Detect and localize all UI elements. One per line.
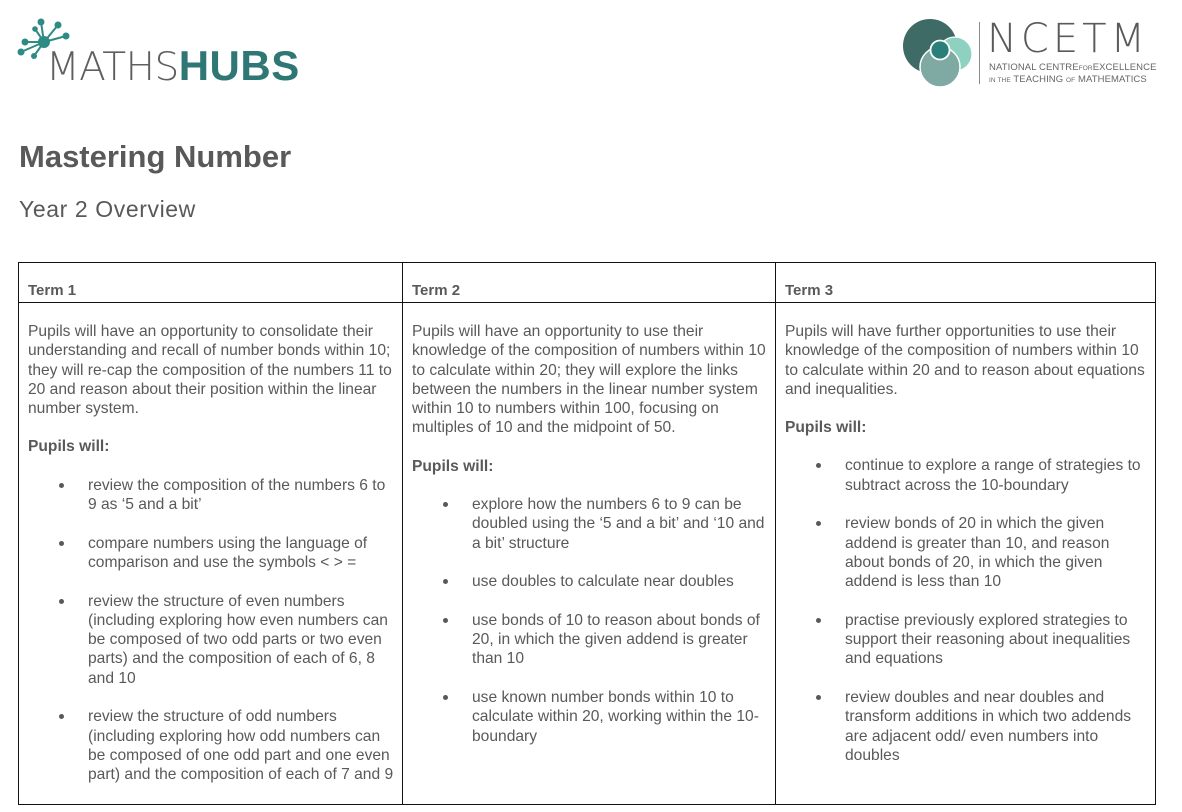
table-body-row (19, 303, 1156, 805)
bullet-icon (59, 483, 64, 488)
list-item (412, 572, 771, 591)
list-item (28, 592, 398, 688)
list-item (785, 456, 1151, 495)
bullet-icon (816, 695, 821, 700)
page-subtitle: Year 2 Overview (19, 196, 196, 222)
list-item-text: review the structure of even numbers (including exploring how even numbers can be composed of two odd parts or two even parts) and the composition of each of 6, 8 and 10 (88, 592, 388, 687)
bullet-icon (59, 714, 64, 719)
list-item (412, 688, 771, 746)
overlapping-circles-icon (900, 18, 976, 88)
ncetm-logo (900, 16, 1160, 88)
bullet-icon (443, 502, 448, 507)
term-1-pupils-will-label: Pupils will: (28, 438, 110, 456)
bullet-icon (816, 463, 821, 468)
term-2-cell (403, 303, 776, 805)
bullet-icon (59, 541, 64, 546)
bullet-icon (443, 579, 448, 584)
list-item (785, 514, 1151, 591)
ncetm-line1-small: FOR (1078, 65, 1093, 72)
list-item-text: review the composition of the numbers 6 to 9 as ‘5 and a bit’ (88, 476, 386, 514)
list-item-text: practise previously explored strategies to support their reasoning about inequalities and equations (845, 611, 1131, 668)
ncetm-line2-small-a: IN THE (989, 77, 1011, 84)
bullet-icon (59, 599, 64, 604)
term-1-list (28, 476, 398, 785)
ncetm-subtitle-line1 (989, 62, 1157, 74)
term-1-heading: Term 1 (19, 263, 403, 303)
list-item-text: continue to explore a range of strategies to subtract across the 10-boundary (845, 457, 1141, 494)
list-item-text: use known number bonds within 10 to calculate within 20, working within the 10-boundary (472, 689, 759, 745)
list-item (785, 688, 1151, 765)
term-3-list (785, 456, 1151, 765)
list-item (785, 611, 1151, 669)
list-item-text: use bonds of 10 to reason about bonds of 20, in which the given addend is greater than 10 (472, 611, 760, 668)
table-header-row (19, 263, 1156, 303)
list-item (28, 534, 398, 573)
ncetm-line2-a: TEACHING (1013, 74, 1064, 85)
ncetm-line1-b: EXCELLENCE (1092, 62, 1157, 73)
term-2-intro: Pupils will have an opportunity to use their knowledge of the composition of numbers within 10 to calculate within 20; they will explore the links between the numbers in the linear number system within 10 to numbers within 100, focusing on multiples of 10 and the midpoint of 50. (412, 323, 766, 437)
list-item-text: review bonds of 20 in which the given addend is greater than 10, and reason about bonds of 20, in which the given addend is less than 10 (845, 515, 1110, 591)
ncetm-title: NCETM (987, 16, 1150, 62)
ncetm-line2-b: MATHEMATICS (1078, 74, 1147, 85)
term-1-cell (19, 303, 403, 805)
bullet-icon (443, 618, 448, 623)
ncetm-subtitle-line2 (989, 74, 1147, 86)
mathshubs-word-hubs: HUBS (178, 42, 300, 89)
list-item (412, 611, 771, 669)
mathshubs-logo (16, 16, 306, 88)
term-1-intro: Pupils will have an opportunity to consolidate their understanding and recall of number bonds within 10; they will re-cap the composition of the numbers 11 to 20 and reason about their position within the linear number system. (28, 323, 392, 418)
page-title: Mastering Number (19, 139, 292, 174)
term-2-list (412, 495, 771, 746)
list-item-text: review doubles and near doubles and transform additions in which two addends are adjacent odd/ even numbers into doubles (845, 689, 1132, 764)
bullet-icon (816, 618, 821, 623)
list-item (412, 495, 771, 553)
ncetm-divider (979, 22, 980, 84)
term-3-pupils-will-label: Pupils will: (785, 419, 867, 437)
term-3-cell (776, 303, 1156, 805)
list-item (28, 707, 398, 784)
list-item-text: use doubles to calculate near doubles (472, 573, 734, 591)
term-2-heading: Term 2 (403, 263, 776, 303)
mathshubs-word-maths: MATHS (46, 45, 179, 90)
list-item-text: review the structure of odd numbers (including exploring how odd numbers can be composed of one odd part and one even part) and the composition of each of 7 and 9 (88, 708, 394, 784)
ncetm-line1-a: NATIONAL CENTRE (989, 62, 1079, 73)
term-3-heading: Term 3 (776, 263, 1156, 303)
list-item-text: compare numbers using the language of comparison and use the symbols < > = (88, 534, 368, 571)
bullet-icon (816, 521, 821, 526)
list-item (28, 476, 398, 515)
term-2-pupils-will-label: Pupils will: (412, 457, 494, 475)
mathshubs-wordmark (46, 42, 300, 92)
overview-table (18, 262, 1156, 805)
list-item-text: explore how the numbers 6 to 9 can be doubled using the ‘5 and a bit’ and ‘10 and a bit’ structure (472, 496, 765, 552)
term-3-intro: Pupils will have further opportunities to use their knowledge of the composition of numbers within 10 to calculate within 20 and to reason about equations and inequalities. (785, 323, 1145, 398)
ncetm-line2-small-b: OF (1066, 77, 1076, 84)
bullet-icon (443, 695, 448, 700)
